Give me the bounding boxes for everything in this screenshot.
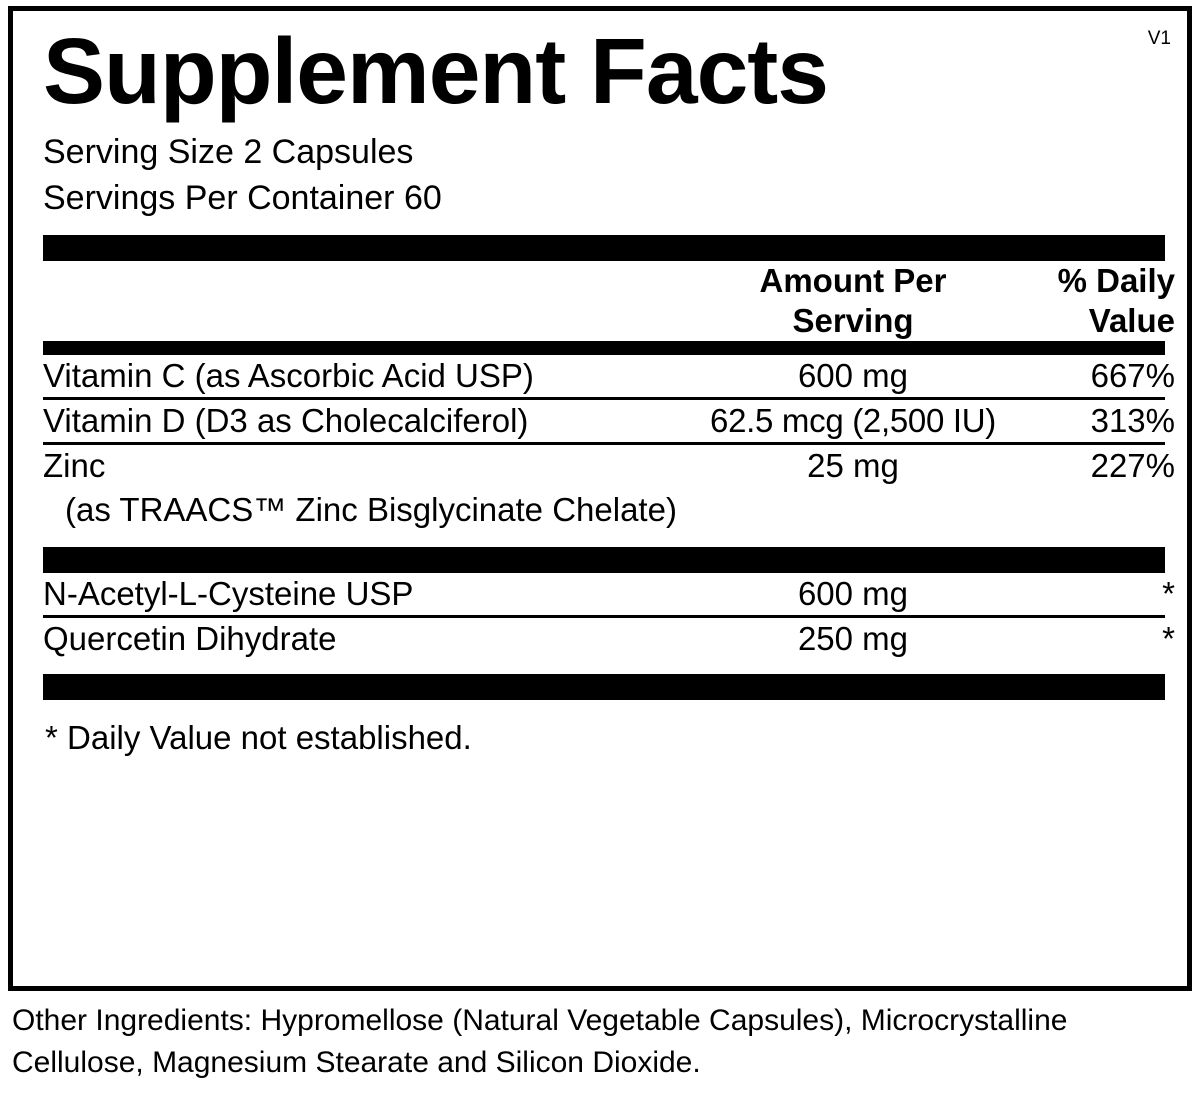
nutrient-name-sub: (as TRAACS™ Zinc Bisglycinate Chelate) [65, 491, 677, 528]
title-row [43, 19, 1171, 129]
other-ingredients: Other Ingredients: Hypromellose (Natural Vegetable Capsules), Microcrystalline Cellulose, Magnesium Stearate and Silicon Dioxide. [12, 1004, 1068, 1079]
divider-thick-top [43, 235, 1165, 261]
table-row [43, 445, 1175, 487]
table-row [43, 400, 1175, 442]
daily-value-footnote: * Daily Value not established. [45, 719, 472, 756]
ingredient-amount: 600 mg [797, 575, 909, 612]
header-amount-line1: Amount Per [759, 262, 947, 299]
table-row [43, 355, 1175, 397]
nutrient-daily-value: 667% [1090, 357, 1175, 394]
nutrient-name: Vitamin D (D3 as Cholecalciferol) [43, 402, 529, 439]
divider-after-header [43, 341, 1165, 355]
header-amount-line2: Serving [792, 302, 914, 339]
version-tag: V1 [1147, 28, 1171, 49]
facts-table-vitamin-d [43, 400, 1175, 442]
supplement-facts-content [43, 19, 1175, 758]
facts-table-vitamins [43, 355, 1175, 397]
ingredient-amount: 250 mg [797, 620, 909, 657]
header-dv-line1: % Daily [1057, 262, 1175, 299]
ingredient-name: Quercetin Dihydrate [43, 620, 337, 657]
facts-table-zinc [43, 445, 1175, 487]
header-dv-line2: Value [1088, 302, 1175, 339]
ingredient-name: N-Acetyl-L-Cysteine USP [43, 575, 414, 612]
facts-table-other-1 [43, 573, 1175, 615]
facts-table-other-2 [43, 618, 1175, 660]
table-header-row [43, 261, 1175, 341]
facts-table-header [43, 261, 1175, 341]
divider-thick-middle [43, 547, 1165, 573]
nutrient-daily-value: 227% [1090, 447, 1175, 484]
nutrient-name: Zinc [43, 447, 106, 484]
table-row [43, 573, 1175, 615]
ingredient-daily-value: * [1162, 575, 1175, 612]
nutrient-name: Vitamin C (as Ascorbic Acid USP) [43, 357, 534, 394]
page-title: Supplement Facts [43, 19, 828, 123]
divider-thick-bottom [43, 674, 1165, 700]
serving-size: Serving Size 2 Capsules [43, 133, 414, 171]
nutrient-amount: 62.5 mcg (2,500 IU) [710, 402, 996, 439]
servings-per-container: Servings Per Container 60 [43, 179, 442, 217]
header-nutrient [43, 261, 663, 341]
nutrient-daily-value: 313% [1090, 402, 1175, 439]
ingredient-daily-value: * [1162, 620, 1175, 657]
nutrient-amount: 25 mg [807, 447, 899, 484]
header-daily-value [1043, 261, 1175, 341]
header-amount-per-serving [663, 261, 1043, 341]
nutrient-amount: 600 mg [797, 357, 909, 394]
supplement-facts-panel [8, 6, 1192, 991]
table-row [43, 618, 1175, 660]
